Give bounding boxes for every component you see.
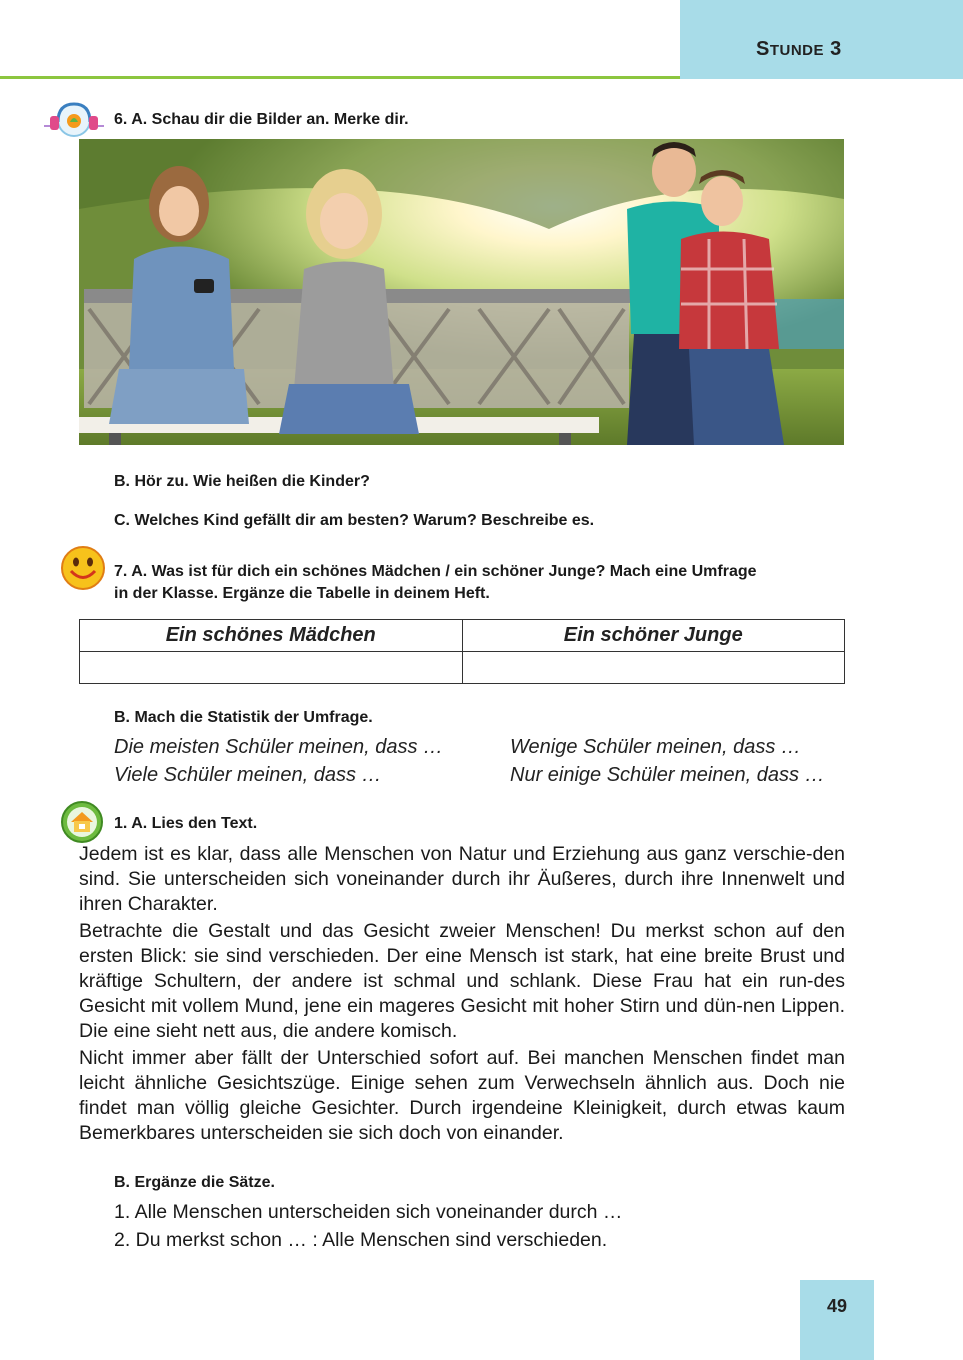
- table-cell-empty: [462, 652, 845, 684]
- lesson-title: STUNDE 3: [756, 38, 842, 60]
- paragraph: Jedem ist es klar, dass alle Menschen von Natur und Erziehung aus ganz verschie-den sind. Sie unterscheiden sich voneinander durch ihr Äußeres, durch ihre Innenwelt und ihren Charakter.: [79, 843, 845, 915]
- phrase-most: Die meisten Schüler meinen, dass …: [114, 736, 444, 758]
- headphones-icon: [44, 100, 104, 140]
- task-1b-instruction: B. Ergänze die Sätze.: [114, 1174, 275, 1191]
- teenagers-photo: [79, 139, 844, 445]
- home-icon: [60, 800, 104, 844]
- table-header-girl: Ein schönes Mädchen: [80, 620, 463, 652]
- paragraph: Betrachte die Gestalt und das Gesicht zweier Menschen! Du merkst schon auf den ersten Blick: sie sind verschieden. Der eine Mensch ist stark, hat eine breite Brust und kräftige Schultern, der andere ist schmal und schlank. Diese Frau hat ein run-des Gesicht mit vollem Mund, jene ein mageres Gesicht mit hoher Stirn und dün-nen Lippen. Die eine sieht nett aus, die andere komisch.: [79, 920, 845, 1042]
- paragraph: Nicht immer aber fällt der Unterschied sofort auf. Bei manchen Menschen findet man leicht ähnliche Gesichtszüge. Einige sehen zum Verwechseln ähnlich aus. Doch nie findet man völlig gleiche Gesichter. Durch irgendeine Kleinigkeit, durch etwas kaum Bemerkbares unterscheiden sie sich doch von einander.: [79, 1047, 845, 1144]
- task-6a-instruction: 6. A. Schau dir die Bilder an. Merke dir.: [114, 111, 409, 128]
- task-6b-instruction: B. Hör zu. Wie heißen die Kinder?: [114, 473, 370, 490]
- table-cell-empty: [80, 652, 463, 684]
- survey-table: [79, 619, 845, 684]
- task-7b-instruction: B. Mach die Statistik der Umfrage.: [114, 709, 373, 726]
- task-1a-instruction: 1. A. Lies den Text.: [114, 815, 258, 832]
- task-7a-line2: in der Klasse. Ergänze die Tabelle in deinem Heft.: [114, 585, 490, 602]
- task-7a-line1: 7. A. Was ist für dich ein schönes Mädchen / ein schöner Junge? Mach eine Umfrage: [114, 563, 757, 580]
- sentence-1: 1. Alle Menschen unterscheiden sich voneinander durch …: [114, 1201, 623, 1223]
- page-number-tab: [800, 1280, 874, 1360]
- page-number: 49: [826, 1296, 848, 1316]
- reading-text: [79, 842, 845, 1146]
- phrase-many: Viele Schüler meinen, dass …: [114, 764, 382, 786]
- smiley-icon: [60, 545, 106, 591]
- header-rule: [0, 76, 680, 79]
- sentence-2: 2. Du merkst schon … : Alle Menschen sind verschieden.: [114, 1229, 608, 1251]
- phrase-some: Nur einige Schüler meinen, dass …: [510, 764, 825, 786]
- task-6c-instruction: C. Welches Kind gefällt dir am besten? Warum? Beschreibe es.: [114, 512, 595, 529]
- phrase-few: Wenige Schüler meinen, dass …: [510, 736, 801, 758]
- table-header-boy: Ein schöner Junge: [462, 620, 845, 652]
